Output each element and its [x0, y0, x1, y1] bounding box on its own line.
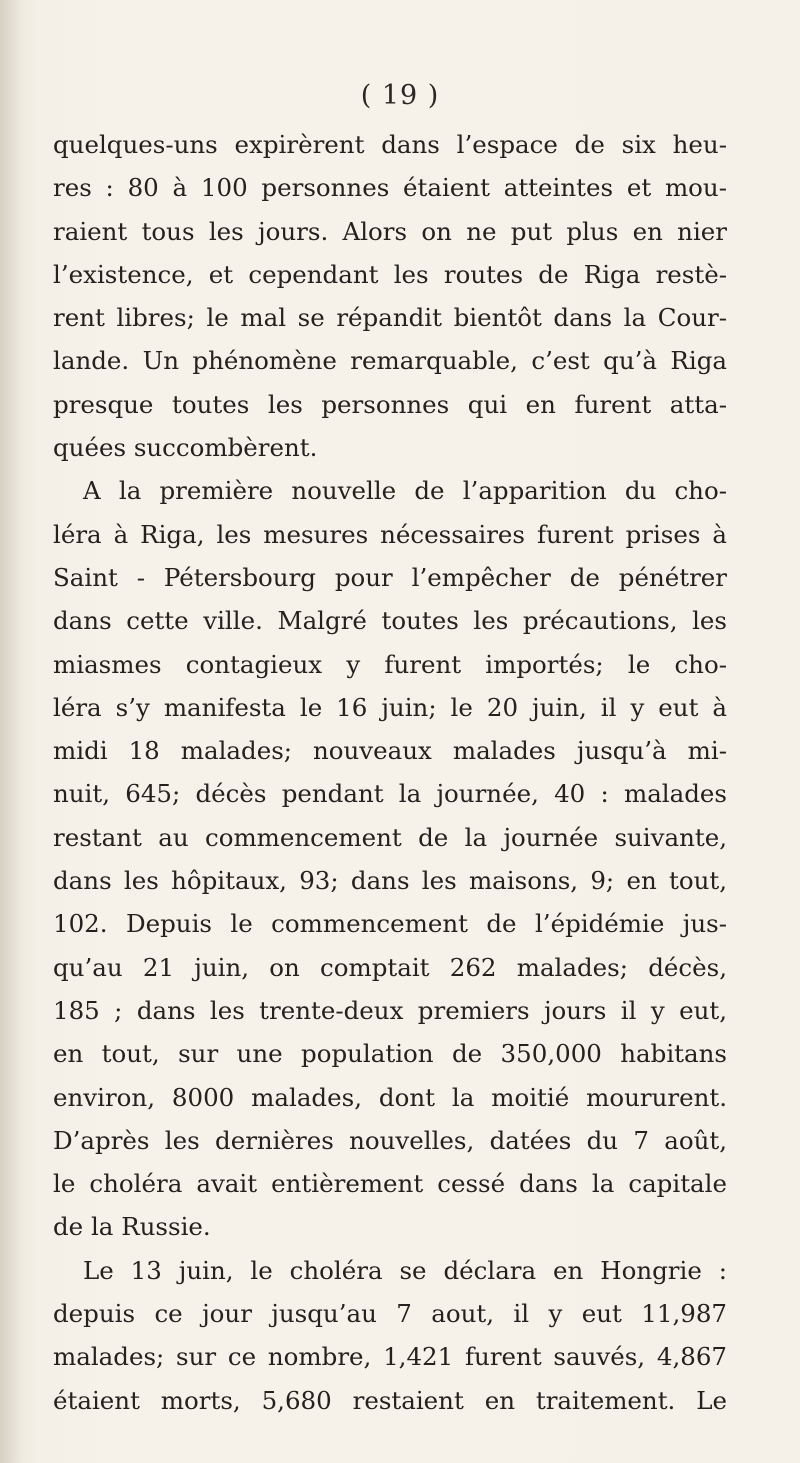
body-text: [53, 123, 727, 1422]
text-line: léra à Riga, les mesures nécessaires furent prises à: [53, 519, 727, 549]
paragraph-start-line: A la première nouvelle de l’apparition du cho-: [83, 476, 727, 506]
text-line: restant au commencement de la journée suivante,: [53, 822, 727, 852]
text-line: miasmes contagieux y furent importés; le cho-: [53, 649, 727, 679]
text-line: midi 18 malades; nouveaux malades jusqu’à mi-: [53, 736, 727, 766]
text-line: rent libres; le mal se répandit bientôt dans la Cour-: [53, 303, 727, 333]
text-line: D’après les dernières nouvelles, datées du 7 août,: [53, 1125, 727, 1155]
text-line: léra s’y manifesta le 16 juin; le 20 juin, il y eut à: [53, 692, 727, 722]
text-line: Saint - Pétersbourg pour l’empêcher de pénétrer: [53, 562, 727, 592]
text-line: l’existence, et cependant les routes de Riga restè-: [53, 259, 727, 289]
text-line: res : 80 à 100 personnes étaient atteintes et mou-: [53, 173, 727, 203]
text-line: quelques-uns expirèrent dans l’espace de six heu-: [53, 130, 727, 159]
text-line: en tout, sur une population de 350,000 habitans: [53, 1039, 727, 1069]
text-line: raient tous les jours. Alors on ne put plus en nier: [53, 216, 727, 246]
text-line: dans les hôpitaux, 93; dans les maisons, 9; en tout,: [53, 866, 727, 896]
text-line: qu’au 21 juin, on comptait 262 malades; décès,: [53, 952, 727, 982]
text-line: 102. Depuis le commencement de l’épidémie jus-: [53, 909, 727, 939]
text-line: le choléra avait entièrement cessé dans la capitale: [53, 1169, 727, 1199]
text-line: dans cette ville. Malgré toutes les précautions, les: [53, 606, 727, 636]
binding-shadow: [0, 0, 22, 1463]
paragraph-end-line: quées succombèrent.: [53, 433, 318, 463]
text-line: environ, 8000 malades, dont la moitié moururent.: [53, 1082, 727, 1112]
text-line: presque toutes les personnes qui en furent atta-: [53, 389, 727, 419]
text-line: nuit, 645; décès pendant la journée, 40 : malades: [53, 779, 727, 809]
text-line: 185 ; dans les trente-deux premiers jours il y eut,: [53, 995, 727, 1025]
paragraph-start-line: Le 13 juin, le choléra se déclara en Hongrie :: [83, 1255, 727, 1285]
page-number: ( 19 ): [360, 80, 440, 111]
paragraph-end-line: de la Russie.: [53, 1212, 211, 1242]
text-line: étaient morts, 5,680 restaient en traitement. Le: [53, 1385, 727, 1415]
text-line: lande. Un phénomène remarquable, c’est qu’à Riga: [53, 346, 727, 376]
text-line: malades; sur ce nombre, 1,421 furent sauvés, 4,867: [53, 1342, 727, 1372]
text-line: depuis ce jour jusqu’au 7 aout, il y eut 11,987: [53, 1299, 727, 1329]
